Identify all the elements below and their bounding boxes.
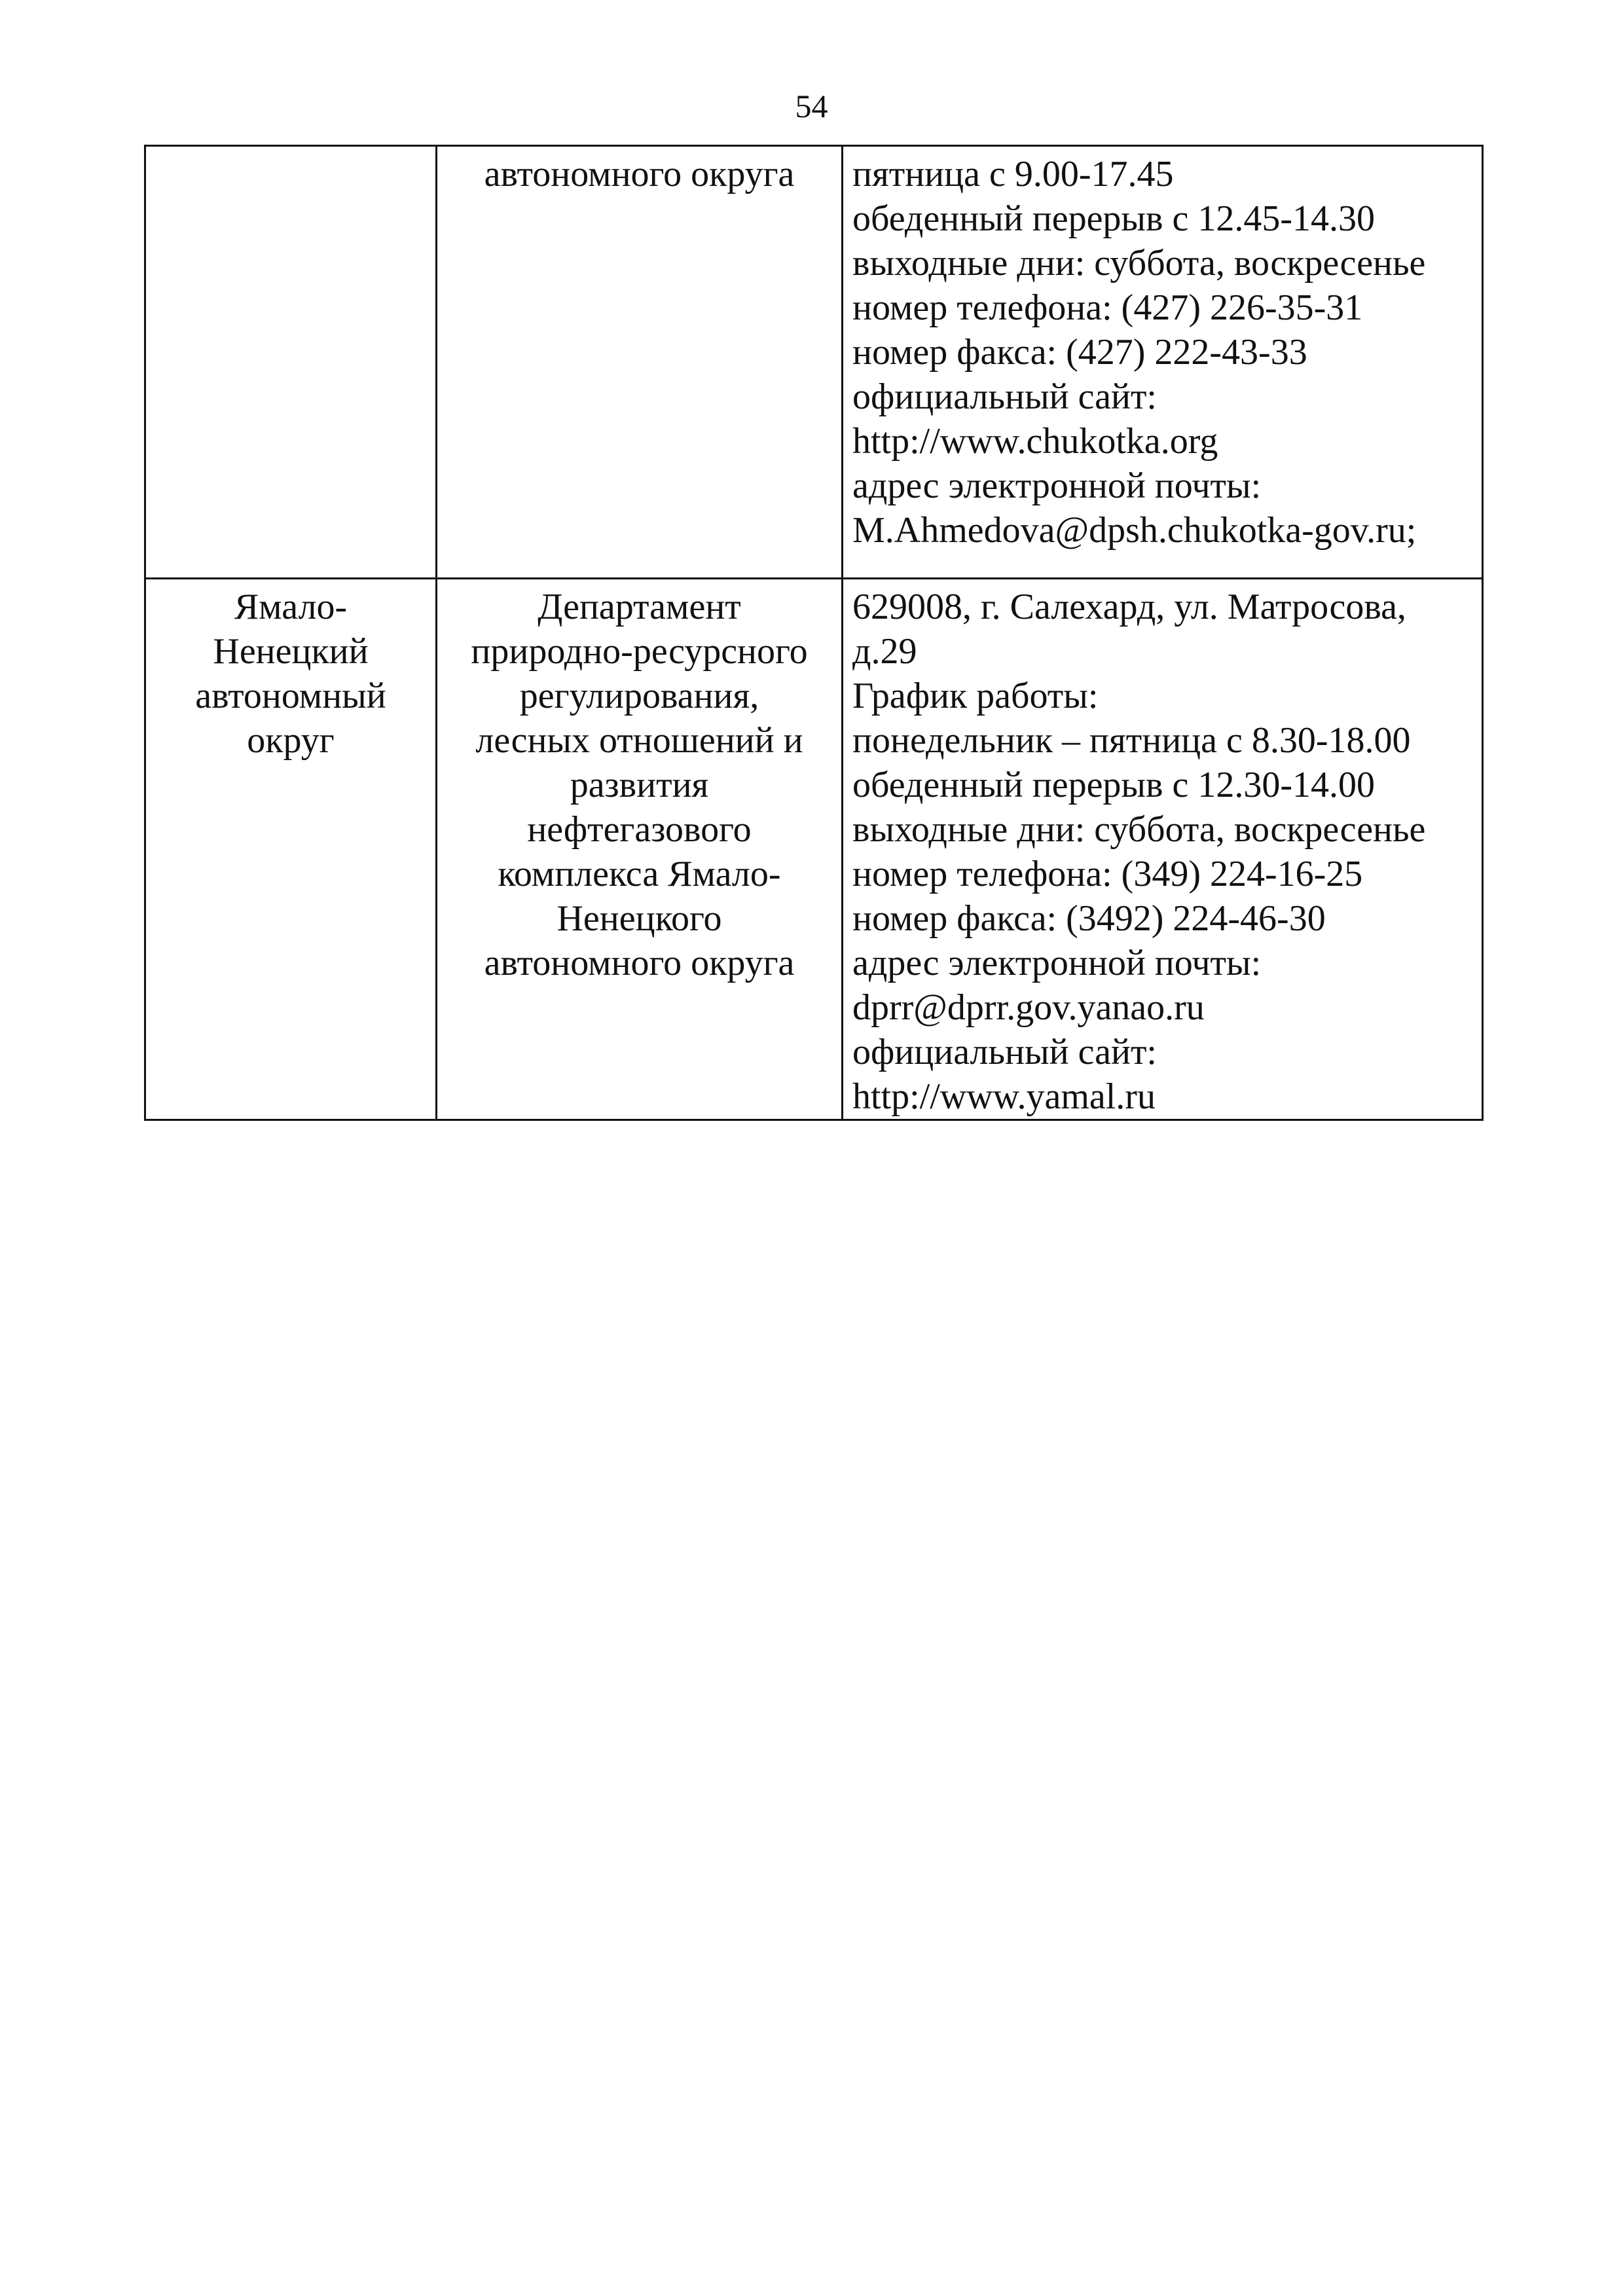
region-cell	[145, 146, 437, 579]
department-line: природно-ресурсного	[471, 631, 808, 672]
fax-number: номер факса: (427) 222-43-33	[852, 332, 1307, 373]
email-label: адрес электронной почты:	[852, 465, 1262, 506]
table-row	[145, 579, 1483, 1120]
days-off: выходные дни: суббота, воскресенье	[852, 243, 1426, 283]
working-hours: понедельник – пятница с 8.30-18.00	[852, 720, 1411, 761]
department-line: автономного округа	[484, 154, 795, 194]
region-line: округ	[247, 720, 335, 761]
phone-number: номер телефона: (427) 226-35-31	[852, 287, 1363, 328]
department-line: Ненецкого	[556, 898, 722, 939]
contact-cell	[843, 579, 1483, 1120]
website-link[interactable]: http://www.chukotka.org	[852, 421, 1218, 462]
department-cell	[437, 146, 843, 579]
email-link[interactable]: dprr@dprr.gov.yanao.ru	[852, 987, 1205, 1028]
email-label: адрес электронной почты:	[852, 943, 1262, 983]
working-hours-friday: пятница с 9.00-17.45	[852, 154, 1174, 194]
email-link[interactable]: M.Ahmedova@dpsh.chukotka-gov.ru;	[852, 510, 1417, 551]
website-link[interactable]: http://www.yamal.ru	[852, 1076, 1156, 1117]
contact-cell	[843, 146, 1483, 579]
table-row	[145, 146, 1483, 579]
page-number: 54	[795, 88, 828, 124]
website-label: официальный сайт:	[852, 376, 1157, 417]
schedule-label: График работы:	[852, 676, 1099, 716]
contacts-table	[144, 145, 1484, 1121]
department-line: регулирования,	[519, 676, 759, 716]
days-off: выходные дни: суббота, воскресенье	[852, 809, 1426, 850]
address-line: д.29	[852, 631, 917, 672]
department-line: Департамент	[538, 587, 741, 627]
department-cell	[437, 579, 843, 1120]
fax-number: номер факса: (3492) 224-46-30	[852, 898, 1326, 939]
region-line: Ненецкий	[213, 631, 369, 672]
region-line: Ямало-	[234, 587, 348, 627]
department-line: комплекса Ямало-	[498, 854, 781, 894]
region-cell	[145, 579, 437, 1120]
department-line: развития	[570, 765, 709, 805]
phone-number: номер телефона: (349) 224-16-25	[852, 854, 1363, 894]
lunch-break: обеденный перерыв с 12.45-14.30	[852, 198, 1375, 239]
address-line: 629008, г. Салехард, ул. Матросова,	[852, 587, 1406, 627]
website-label: официальный сайт:	[852, 1032, 1157, 1072]
department-line: лесных отношений и	[475, 720, 803, 761]
lunch-break: обеденный перерыв с 12.30-14.00	[852, 765, 1375, 805]
department-line: автономного округа	[484, 943, 795, 983]
department-line: нефтегазового	[527, 809, 752, 850]
region-line: автономный	[195, 676, 386, 716]
